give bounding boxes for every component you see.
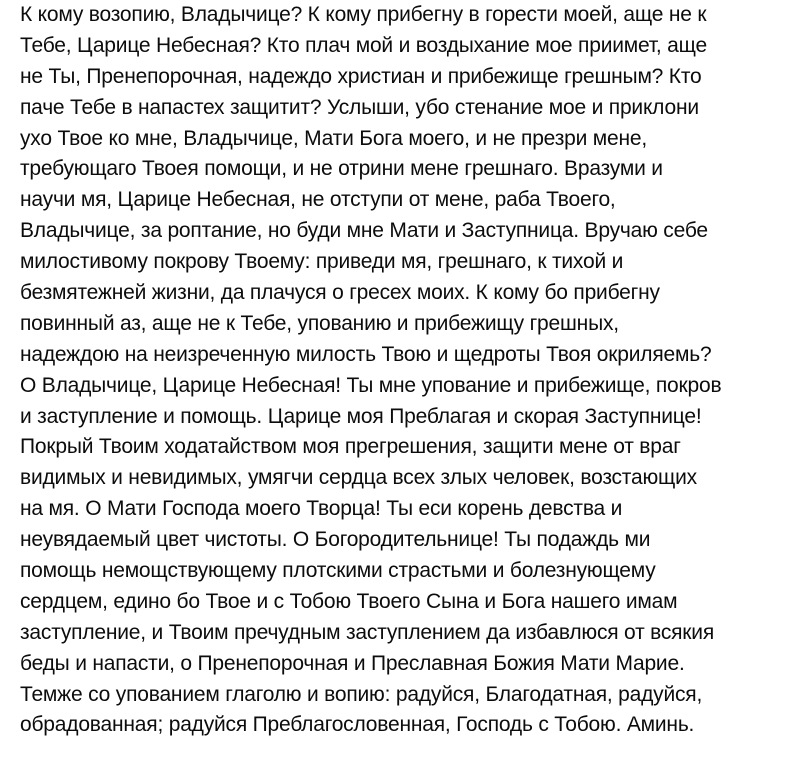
text-line-12: надеждою на неизреченную милость Твою и щедроты Твоя окриляемь? xyxy=(20,342,712,366)
text-line-6: требующаго Твоея помощи, и не отрини мене грешнаго. Вразуми и xyxy=(20,157,663,181)
text-line-4: паче Тебе в напастех защитит? Услыши, убо стенание мое и приклони xyxy=(20,95,699,119)
text-line-21: заступление, и Твоим пречудным заступлением да избавлюся от всякия xyxy=(20,620,715,644)
text-line-11: повинный аз, аще не к Тебе, упованию и прибежищу грешных, xyxy=(20,311,619,335)
text-line-14: и заступление и помощь. Царице моя Преблагая и скорая Заступнице! xyxy=(20,404,702,428)
text-line-24: обрадованная; радуйся Преблагословенная, Господь с Тобою. Аминь. xyxy=(20,713,695,737)
text-line-1: К кому возопию, Владычице? К кому прибегну в горести моей, аще не к xyxy=(20,3,707,26)
text-line-7: научи мя, Царице Небесная, не отступи от мене, раба Твоего, xyxy=(20,188,616,212)
text-line-20: сердцем, едино бо Твое и с Тобою Твоего Сына и Бога нашего имам xyxy=(20,589,678,613)
text-line-13: О Владычице, Царице Небесная! Ты мне упование и прибежище, покров xyxy=(20,373,722,397)
prayer-text xyxy=(20,0,786,741)
text-line-5: ухо Твое ко мне, Владычице, Мати Бога моего, и не презри мене, xyxy=(20,126,648,150)
text-line-16: видимых и невидимых, умягчи сердца всех злых человек, возстающих xyxy=(20,466,697,490)
text-line-2: Тебе, Царице Небесная? Кто плач мой и воздыхание мое приимет, аще xyxy=(20,33,707,57)
text-line-17: на мя. О Мати Господа моего Творца! Ты еси корень девства и xyxy=(20,497,623,521)
text-line-9: милостивому покрову Твоему: приведи мя, грешнаго, к тихой и xyxy=(20,250,624,274)
text-line-19: помощь немощствующему плотскими страстьми и болезнующему xyxy=(20,559,656,583)
text-line-3: не Ты, Пренепорочная, надеждо христиан и прибежище грешным? Кто xyxy=(20,64,702,88)
text-line-22: беды и напасти, о Пренепорочная и Преславная Божия Мати Марие. xyxy=(20,651,685,675)
text-line-8: Владычице, за роптание, но буди мне Мати и Заступница. Вручаю себе xyxy=(20,219,708,243)
text-line-10: безмятежней жизни, да плачуся о гресех моих. К кому бо прибегну xyxy=(20,281,660,305)
text-line-23: Темже со упованием глаголю и вопию: радуйся, Благодатная, радуйся, xyxy=(20,682,703,706)
text-line-15: Покрый Твоим ходатайством моя прегрешения, защити мене от враг xyxy=(20,435,681,459)
text-line-18: неувядаемый цвет чистоты. О Богородительнице! Ты подаждь ми xyxy=(20,528,651,552)
